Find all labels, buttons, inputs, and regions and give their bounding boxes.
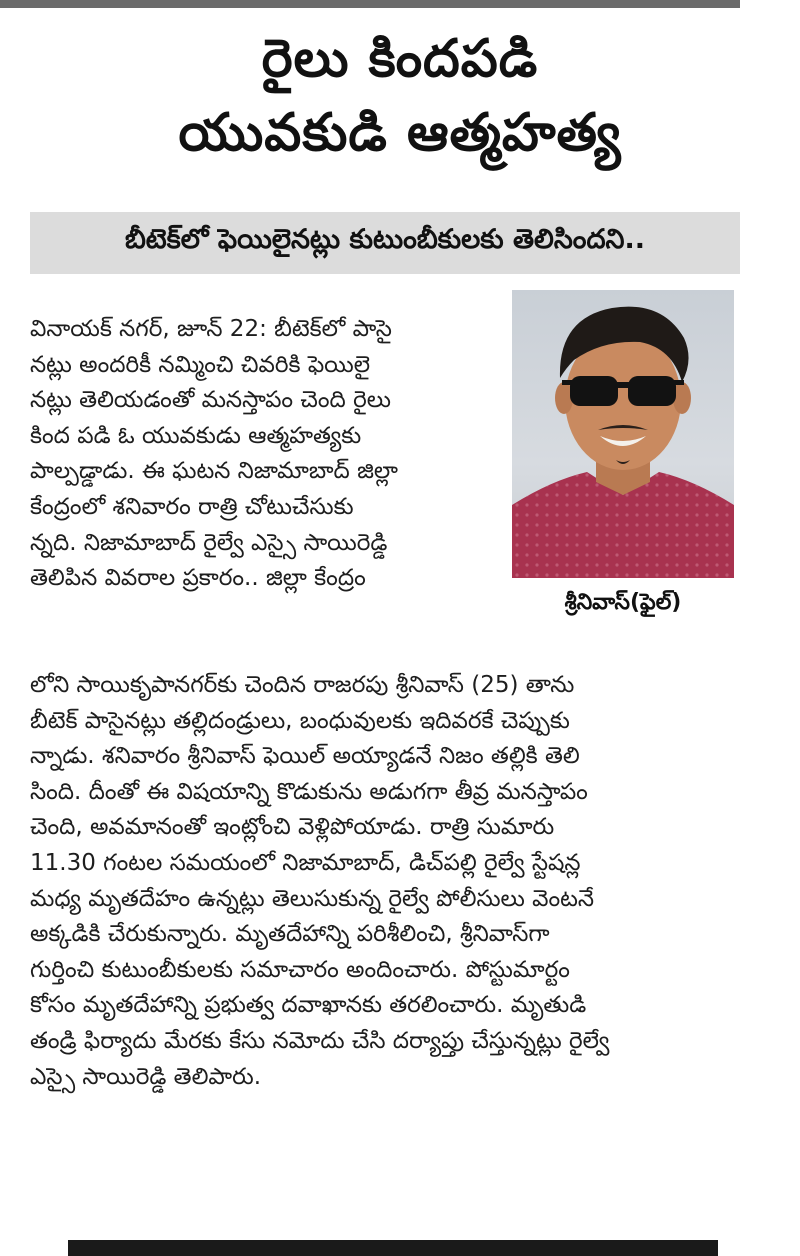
article-line: నట్లు తెలియడంతో మనస్తాపం చెంది రైలు (30, 387, 391, 414)
headline (0, 22, 800, 170)
bottom-divider (68, 1240, 718, 1256)
article-line: నట్లు అందరికీ నమ్మించి చివరికి ఫెయిలై (30, 351, 371, 378)
article-line: ఎస్సై సాయిరెడ్డి తెలిపారు. (30, 1063, 262, 1090)
article-line: న్నది. నిజామాబాద్‌ రైల్వే ఎస్సై సాయిరెడ్డి (30, 529, 388, 556)
person-photo-illustration (512, 290, 734, 578)
subheadline-banner (30, 212, 740, 274)
article-line: వినాయక్‌ నగర్‌, జూన్‌ 22: బీటెక్‌లో పాసై (30, 316, 392, 342)
photo-caption: శ్రీనివాస్‌(ఫైల్‌) (564, 590, 682, 615)
person-photo (512, 290, 734, 578)
article-line: కోసం మృతదేహాన్ని ప్రభుత్వ దవాఖానకు తరలించారు. మృతుడి (30, 992, 587, 1019)
article-line: తండ్రి ఫిర్యాదు మేరకు కేసు నమోదు చేసి దర్యాప్తు చేస్తున్నట్లు రైల్వే (30, 1027, 610, 1054)
article-line: 11.30 గంటల సమయంలో నిజామాబాద్‌, డిచ్‌పల్లి రైల్వే స్టేషన్ల (30, 849, 581, 876)
subheadline-text: బీటెక్‌లో ఫెయిలైనట్లు కుటుంబీకులకు తెలిసిందని.. (124, 224, 646, 255)
article-line: తెలిపిన వివరాల ప్రకారం.. జిల్లా కేంద్రం (30, 565, 366, 592)
article-line: గుర్తించి కుటుంబీకులకు సమాచారం అందించారు. పోస్టుమార్టం (30, 956, 570, 983)
article-line: పాల్పడ్డాడు. ఈ ఘటన నిజామాబాద్‌ జిల్లా (30, 458, 398, 485)
article-line: బీటెక్‌ పాసైనట్లు తల్లిదండ్రులు, బంధువులకు ఇదివరకే చెప్పుకు (30, 707, 570, 734)
top-divider (0, 0, 740, 8)
article-line: అక్కడికి చేరుకున్నారు. మృతదేహాన్ని పరిశీలించి, శ్రీనివాస్‌గా (30, 921, 550, 948)
headline-line-1: రైలు కిందపడి (261, 29, 539, 89)
article-body-wide (30, 668, 745, 1095)
headline-line-2: యువకుడి ఆత్మహత్య (178, 103, 622, 163)
article-line: మధ్య మృతదేహం ఉన్నట్లు తెలుసుకున్న రైల్వే పోలీసులు వెంటనే (30, 885, 595, 912)
article-line: కేంద్రంలో శనివారం రాత్రి చోటుచేసుకు (30, 493, 354, 520)
article-body-narrow (30, 312, 508, 597)
article-line: లోని సాయికృపానగర్‌కు చెందిన రాజరపు శ్రీనివాస్‌ (25) తాను (30, 672, 575, 698)
article-line: కింద పడి ఓ యువకుడు ఆత్మహత్యకు (30, 422, 362, 449)
article-line: చెంది, అవమానంతో ఇంట్లోంచి వెళ్లిపోయాడు. రాత్రి సుమారు (30, 814, 555, 841)
article-line: న్నాడు. శనివారం శ్రీనివాస్‌ ఫెయిల్‌ అయ్యాడనే నిజం తల్లికి తెలి (30, 743, 580, 770)
article-line: సింది. దీంతో ఈ విషయాన్ని కొడుకును అడుగగా తీవ్ర మనస్తాపం (30, 778, 588, 805)
